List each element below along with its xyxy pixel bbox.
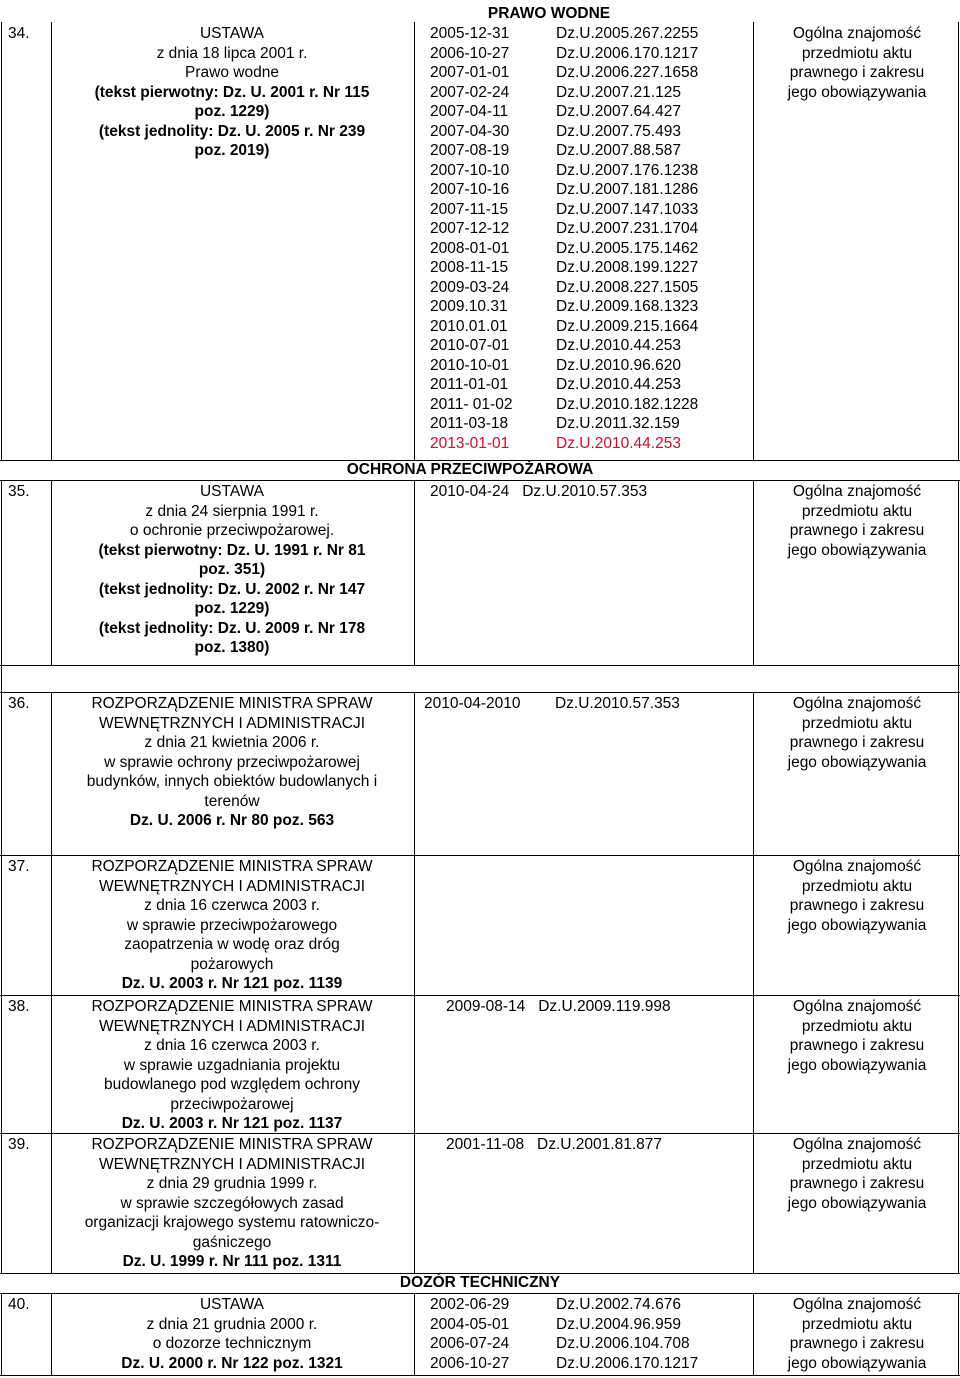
amendment-line: Dz.U.2007.181.1286 [556, 181, 699, 198]
amendment-line: 2011-01-01 [430, 376, 509, 393]
amendment-line: 2007-08-19 [430, 142, 510, 159]
amendment-line: 2007-04-11 [430, 103, 509, 120]
amendment-line: Dz.U.2002.74.676 [556, 1296, 681, 1313]
entry-number: 36. [8, 695, 30, 712]
amendment-line: Dz.U.2007.147.1033 [556, 200, 699, 218]
entry-title: ROZPORZĄDZENIE MINISTRA SPRAW WEWNĘTRZNYCH I ADMINISTRACJI z dnia 16 czerwca 2003 r. w sprawie uzgadniania projektu budowlanego pod względem ochrony przeciwpożarowej Dz. U. 2003 r. Nr 121 poz. 1137 [91, 998, 373, 1132]
amendment-line: Dz.U.2006.104.708 [556, 1335, 690, 1352]
entry-number: 35. [8, 483, 30, 500]
table-row-35 [0, 480, 960, 666]
table-row-36 [0, 692, 960, 856]
section-header-water [0, 0, 960, 22]
amendment-line: 2010-10-01 [430, 356, 510, 374]
table-row-39 [0, 1133, 960, 1274]
amendment-line: Dz.U.2005.267.2255 [556, 25, 699, 42]
amendment-line: 2005-12-31 [430, 25, 510, 42]
amendment-line: Dz.U.2011.32.159 [556, 415, 680, 432]
amendment-line: 2011- 01-02 [430, 395, 513, 413]
amendment-line: 2007-02-24 [430, 83, 510, 101]
entry-title: USTAWA z dnia 18 lipca 2001 r. Prawo wodne (tekst pierwotny: Dz. U. 2001 r. Nr 115 poz. 1229) (tekst jednolity: Dz. U. 2005 r. Nr 239 poz. 2019) [94, 25, 370, 159]
requirement-note: Ogólna znajomość przedmiotu aktu prawnego i zakresu jego obowiązywania [787, 695, 927, 771]
amendment-line: Dz.U.2007.64.427 [556, 103, 681, 120]
row-gap [0, 665, 960, 693]
amendment-line: Dz.U.2008.199.1227 [556, 259, 699, 276]
amendment-line: Dz.U.2007.231.1704 [556, 220, 699, 237]
requirement-note: Ogólna znajomość przedmiotu aktu prawnego i zakresu jego obowiązywania [787, 858, 927, 934]
amendment-line: 2004-05-01 [430, 1315, 510, 1333]
table-row-40 [0, 1293, 960, 1376]
amendment-dates [430, 24, 512, 453]
amendment-line: 2008-01-01 [430, 239, 510, 257]
amendment-refs [556, 1295, 698, 1373]
amendment-line: 2002-06-29 [430, 1296, 510, 1313]
entry-number: 34. [8, 25, 30, 42]
section-header-technical [0, 1273, 960, 1294]
amendment-line: Dz.U.2009.168.1323 [556, 298, 699, 315]
amendment: 2010-04-2010 Dz.U.2010.57.353 [424, 695, 680, 712]
requirement-note: Ogólna znajomość przedmiotu aktu prawnego i zakresu jego obowiązywania [787, 483, 927, 559]
amendment-line: Dz.U.2010.44.253 [556, 337, 681, 354]
amendment-line: 2007-10-16 [430, 181, 510, 198]
amendment-line: Dz.U.2010.44.253 [556, 434, 681, 452]
amendment-dates [430, 1295, 509, 1373]
entry-title: USTAWA z dnia 24 sierpnia 1991 r. o ochronie przeciwpożarowej. (tekst pierwotny: Dz. U. 1991 r. Nr 81 poz. 351) (tekst jednolity: Dz. U. 2002 r. Nr 147 poz. 1229) (tekst jednolity: Dz. U. 2009 r. Nr 178 poz. 1380) [98, 483, 366, 656]
amendment-line: 2009.10.31 [430, 298, 508, 315]
amendment-line: Dz.U.2007.75.493 [556, 122, 681, 140]
amendment-line: 2007-01-01 [430, 64, 510, 81]
amendment-line: Dz.U.2010.182.1228 [556, 395, 699, 413]
amendment: 2001-11-08 Dz.U.2001.81.877 [446, 1136, 663, 1153]
amendment-line: 2007-04-30 [430, 122, 510, 140]
amendment-line: 2006-07-24 [430, 1335, 510, 1352]
entry-title: ROZPORZĄDZENIE MINISTRA SPRAW WEWNĘTRZNYCH I ADMINISTRACJI z dnia 29 grudnia 1999 r. w sprawie szczegółowych zasad organizacji krajowego systemu ratowniczo- gaśniczego Dz. U. 1999 r. Nr 111 poz. 1311 [84, 1136, 380, 1270]
amendment-line: Dz.U.2006.170.1217 [556, 1354, 699, 1372]
section-title: DOZÓR TECHNICZNY [399, 1274, 561, 1291]
amendment-line: 2008-11-15 [430, 259, 509, 276]
amendment-line: Dz.U.2007.176.1238 [556, 161, 699, 179]
section-title: OCHRONA PRZECIWPOŻAROWA [346, 461, 594, 478]
entry-title: ROZPORZĄDZENIE MINISTRA SPRAW WEWNĘTRZNYCH I ADMINISTRACJI z dnia 21 kwietnia 2006 r. w sprawie ochrony przeciwpożarowej budynków, innych obiektów budowlanych i terenów Dz. U. 2006 r. Nr 80 poz. 563 [86, 695, 378, 829]
requirement-note: Ogólna znajomość przedmiotu aktu prawnego i zakresu jego obowiązywania [787, 998, 927, 1074]
amendment: 2009-08-14 Dz.U.2009.119.998 [446, 998, 671, 1015]
amendment-line: 2006-10-27 [430, 1354, 510, 1372]
amendment-line: Dz.U.2010.96.620 [556, 356, 681, 374]
amendment-line: Dz.U.2010.44.253 [556, 376, 681, 393]
amendment-line: Dz.U.2005.175.1462 [556, 239, 699, 257]
amendment-line: 2011-03-18 [430, 415, 509, 432]
amendment-line: 2013-01-01 [430, 434, 510, 452]
amendment-line: 2009-03-24 [430, 278, 510, 296]
entry-title: USTAWA z dnia 21 grudnia 2000 r. o dozorze technicznym Dz. U. 2000 r. Nr 122 poz. 1321 [121, 1296, 343, 1372]
table-row-37 [0, 855, 960, 996]
amendment-line: 2010.01.01 [430, 317, 508, 335]
amendment-line: 2006-10-27 [430, 44, 510, 62]
amendment-line: Dz.U.2007.88.587 [556, 142, 681, 159]
table-row-34 [0, 22, 960, 461]
requirement-note: Ogólna znajomość przedmiotu aktu prawnego i zakresu jego obowiązywania [787, 1296, 927, 1372]
amendment-line: 2007-10-10 [430, 161, 510, 179]
amendment-line: Dz.U.2006.227.1658 [556, 64, 699, 81]
entry-number: 39. [8, 1136, 30, 1153]
amendment-line: 2007-12-12 [430, 220, 510, 237]
amendment-line: Dz.U.2008.227.1505 [556, 278, 699, 296]
table-row-38 [0, 995, 960, 1134]
amendment-line: Dz.U.2007.21.125 [556, 83, 681, 101]
entry-number: 40. [8, 1296, 30, 1313]
amendment-refs [556, 24, 698, 453]
amendment-line: Dz.U.2006.170.1217 [556, 44, 699, 62]
amendment-line: Dz.U.2004.96.959 [556, 1315, 681, 1333]
section-header-fire [0, 460, 960, 481]
amendment-line: 2007-11-15 [430, 200, 509, 218]
entry-number: 37. [8, 858, 30, 875]
requirement-note: Ogólna znajomość przedmiotu aktu prawnego i zakresu jego obowiązywania [787, 1136, 927, 1212]
amendment-line: 2010-07-01 [430, 337, 510, 354]
section-title: PRAWO WODNE [487, 5, 611, 22]
amendment: 2010-04-24 Dz.U.2010.57.353 [430, 483, 648, 500]
entry-title: ROZPORZĄDZENIE MINISTRA SPRAW WEWNĘTRZNYCH I ADMINISTRACJI z dnia 16 czerwca 2003 r. w sprawie przeciwpożarowego zaopatrzenia w wodę oraz dróg pożarowych Dz. U. 2003 r. Nr 121 poz. 1139 [91, 858, 373, 992]
requirement-note: Ogólna znajomość przedmiotu aktu prawnego i zakresu jego obowiązywania [787, 25, 927, 101]
entry-number: 38. [8, 998, 30, 1015]
amendment-line: Dz.U.2009.215.1664 [556, 317, 699, 335]
